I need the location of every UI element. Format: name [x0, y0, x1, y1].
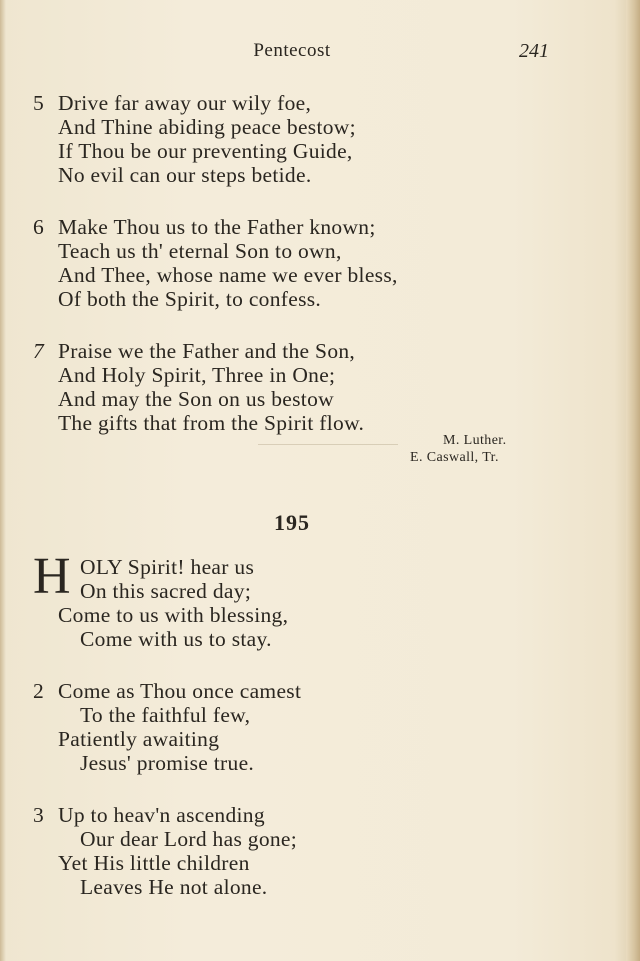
verse-line: Yet His little children	[58, 851, 250, 875]
stanza-number: 2	[33, 679, 44, 703]
verse-line: Leaves He not alone.	[80, 875, 268, 899]
verse-line: Make Thou us to the Father known;	[58, 215, 376, 239]
page-spine-shadow	[0, 0, 6, 961]
verse-line: Teach us th' eternal Son to own,	[58, 239, 342, 263]
translator-credit: E. Caswall, Tr.	[410, 450, 499, 465]
verse-line: Praise we the Father and the Son,	[58, 339, 356, 363]
verse-line: Come as Thou once camest	[58, 679, 302, 703]
stanza-number: 7	[33, 339, 44, 363]
verse-line: And Thine abiding peace bestow;	[58, 115, 356, 139]
running-header-title: Pentecost	[253, 40, 331, 61]
verse-line: Up to heav'n ascending	[58, 803, 265, 827]
verse-line: Our dear Lord has gone;	[80, 827, 298, 851]
verse-line: The gifts that from the Spirit flow.	[58, 411, 365, 435]
verse-line: And Thee, whose name we ever bless,	[58, 263, 398, 287]
stanza-number: 5	[33, 91, 44, 115]
drop-cap: H	[33, 548, 71, 605]
faint-rule	[258, 444, 398, 445]
verse-line: And Holy Spirit, Three in One;	[58, 363, 336, 387]
verse-line: Jesus' promise true.	[80, 751, 255, 775]
page-edge	[626, 0, 640, 961]
hymn-number: 195	[274, 510, 310, 535]
verse-line: Come to us with blessing,	[58, 603, 289, 627]
verse-line: If Thou be our preventing Guide,	[58, 139, 353, 163]
verse-line: Of both the Spirit, to confess.	[58, 287, 322, 311]
page-number: 241	[519, 40, 549, 62]
verse-line: Come with us to stay.	[80, 627, 272, 651]
stanza-number: 3	[33, 803, 44, 827]
verse-line: Drive far away our wily foe,	[58, 91, 312, 115]
verse-line: No evil can our steps betide.	[58, 163, 312, 187]
verse-line: On this sacred day;	[80, 579, 252, 603]
stanza-number: 6	[33, 215, 44, 239]
author-credit: M. Luther.	[443, 433, 507, 448]
verse-line: To the faithful few,	[80, 703, 251, 727]
verse-line: OLY Spirit! hear us	[80, 555, 255, 579]
verse-line: And may the Son on us bestow	[58, 387, 334, 411]
verse-line: Patiently awaiting	[58, 727, 220, 751]
